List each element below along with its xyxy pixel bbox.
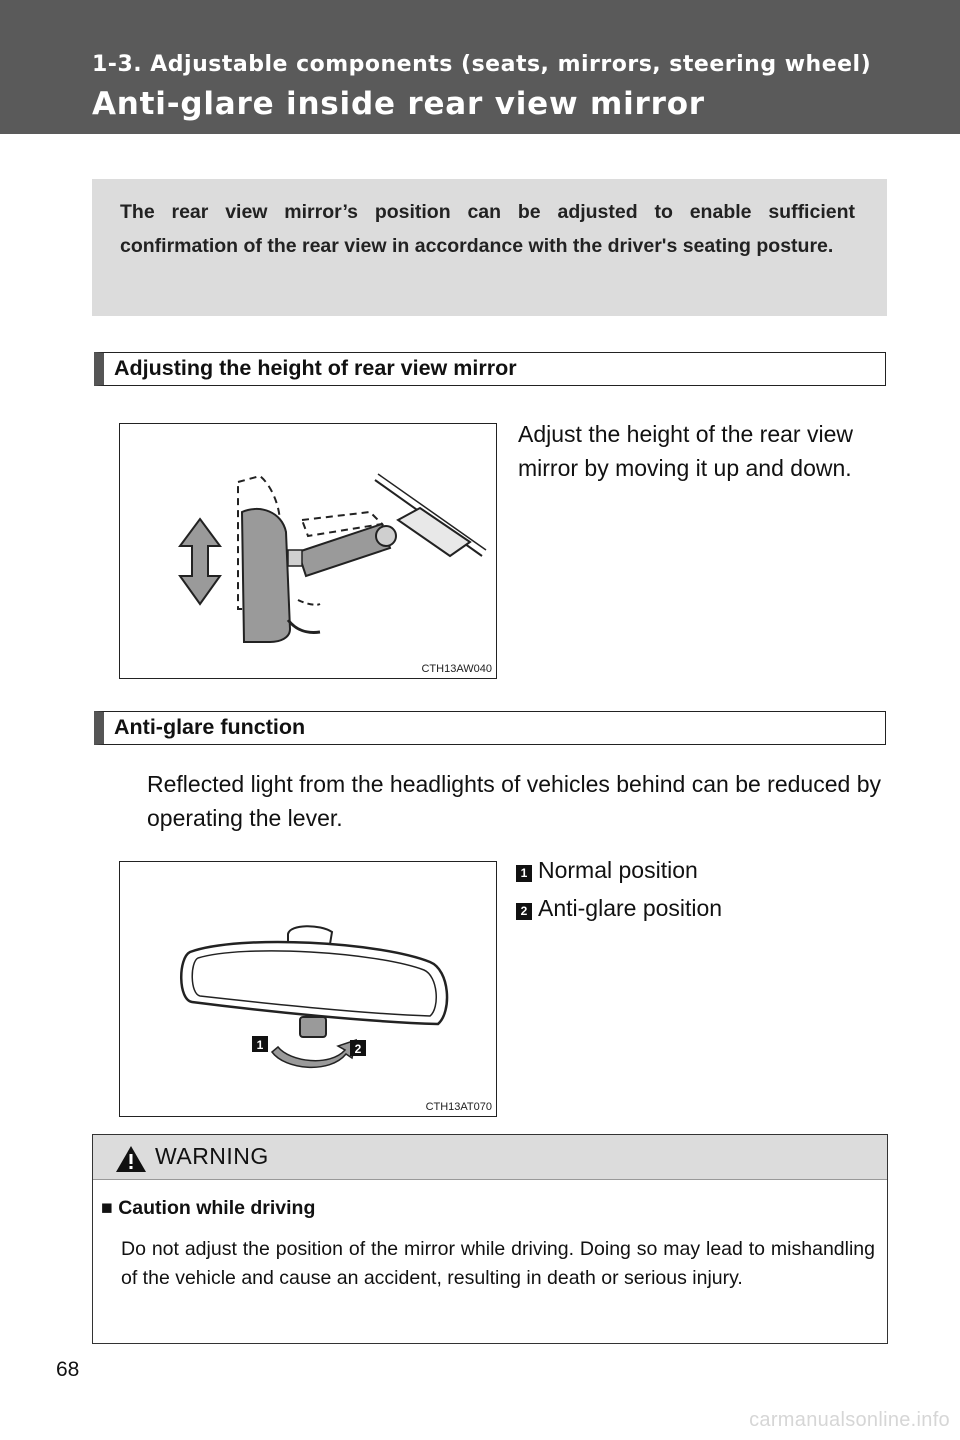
warning-item-title bbox=[101, 1197, 315, 1220]
page-number: 68 bbox=[56, 1358, 80, 1381]
header-bar bbox=[0, 0, 960, 134]
warning-item-label: Caution while driving bbox=[118, 1197, 316, 1219]
watermark: carmanualsonline.info bbox=[749, 1409, 950, 1431]
warning-title: WARNING bbox=[155, 1143, 269, 1169]
antiglare-description: Reflected light from the headlights of vehicles behind can be reduced by operating the lever. bbox=[147, 771, 881, 831]
antiglare-section-heading: Anti-glare function bbox=[94, 711, 886, 745]
height-figure bbox=[119, 423, 497, 679]
antiglare-figure bbox=[119, 861, 497, 1117]
legend-label: Normal position bbox=[538, 857, 698, 883]
height-section-heading: Adjusting the height of rear view mirror bbox=[94, 352, 886, 386]
number-2-icon: 2 bbox=[516, 903, 532, 920]
legend-label: Anti-glare position bbox=[538, 895, 723, 921]
warning-box bbox=[92, 1134, 888, 1344]
section-path: 1-3. Adjustable components (seats, mirrors, steering wheel) bbox=[92, 52, 872, 77]
figure-code: CTH13AW040 bbox=[421, 663, 492, 675]
page-title: Anti-glare inside rear view mirror bbox=[92, 86, 705, 122]
warning-triangle-icon bbox=[115, 1145, 147, 1173]
intro-box bbox=[92, 179, 887, 316]
height-instruction: Adjust the height of the rear view mirror by moving it up and down. bbox=[518, 421, 853, 481]
mirror-height-illustration bbox=[120, 424, 498, 680]
warning-text: Do not adjust the position of the mirror while driving. Doing so may lead to mishandling of the vehicle and cause an accident, resulting in death or serious injury. bbox=[121, 1238, 875, 1289]
number-1-icon: 1 bbox=[516, 865, 532, 882]
legend-item-normal bbox=[516, 853, 698, 887]
legend-item-antiglare bbox=[516, 891, 722, 925]
warning-header bbox=[93, 1135, 887, 1180]
bullet: ■ bbox=[101, 1197, 113, 1219]
figure-code: CTH13AT070 bbox=[425, 1101, 492, 1113]
mirror-lever-illustration bbox=[120, 862, 498, 1118]
figure-label-1: 1 bbox=[256, 1038, 264, 1052]
intro-text: The rear view mirror’s position can be adjusted to enable sufficient confirmation of the rear view in accordance with the driver's seating posture. bbox=[120, 201, 855, 257]
figure-label-2: 2 bbox=[354, 1042, 362, 1056]
